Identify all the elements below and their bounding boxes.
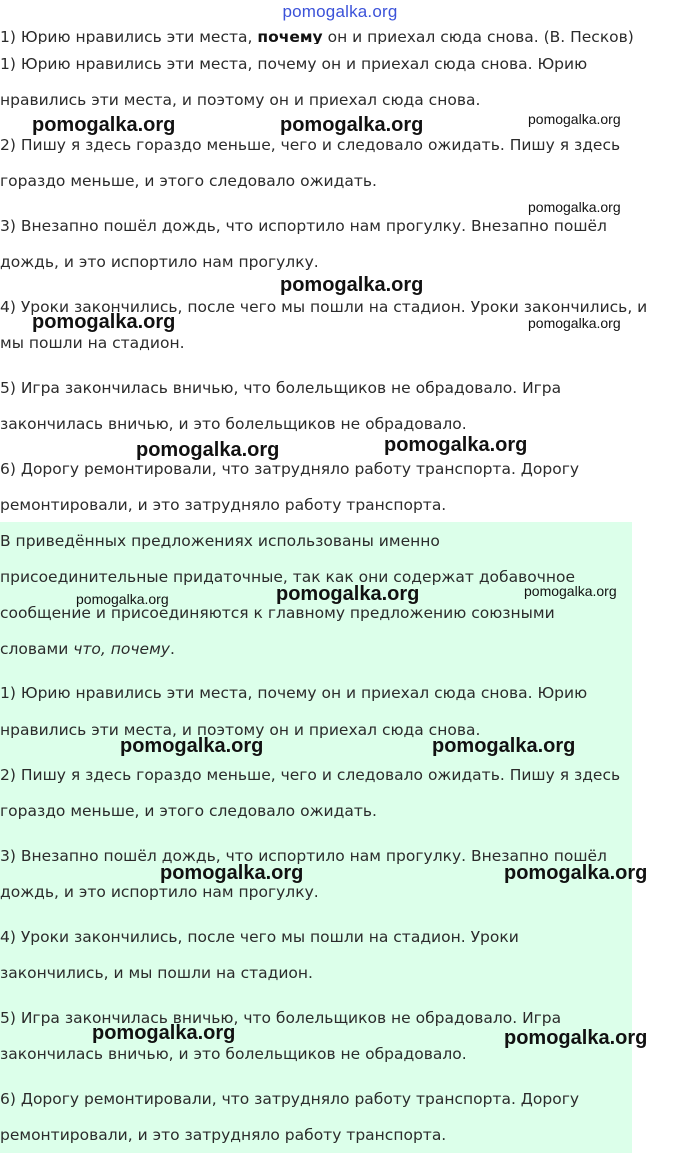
explanation-text: .: [169, 640, 175, 658]
list-item-line: 3) Внезапно пошёл дождь, что испортило нам прогулку. Внезапно пошёл: [0, 217, 607, 235]
watermark: pomogalka.org: [528, 199, 621, 215]
watermark: pomogalka.org: [32, 311, 176, 333]
watermark: pomogalka.org: [120, 735, 264, 757]
answer-item-line: 1) Юрию нравились эти места, почему он и приехал сюда снова. Юрию: [0, 684, 588, 702]
watermark: pomogalka.org: [160, 862, 304, 884]
watermark: pomogalka.org: [504, 862, 648, 884]
watermark: pomogalka.org: [280, 274, 424, 296]
list-item-line: 1) Юрию нравились эти места, почему он и приехал сюда снова. Юрию: [0, 55, 588, 73]
answer-item-line: закончились, и мы пошли на стадион.: [0, 964, 313, 982]
list-item-line: закончилась вничью, и это болельщиков не обрадовало.: [0, 415, 467, 433]
explanation-line: В приведённых предложениях использованы именно: [0, 532, 440, 550]
answer-item-line: ремонтировали, и это затрудняло работу транспорта.: [0, 1126, 447, 1144]
answer-item-line: 2) Пишу я здесь гораздо меньше, чего и следовало ожидать. Пишу я здесь: [0, 766, 621, 784]
answer-item-line: 3) Внезапно пошёл дождь, что испортило нам прогулку. Внезапно пошёл: [0, 847, 607, 865]
answer-item-line: гораздо меньше, и этого следовало ожидать.: [0, 802, 377, 820]
clipped-sentence: [0, 30, 680, 44]
watermark: pomogalka.org: [384, 434, 528, 456]
watermark: pomogalka.org: [528, 111, 621, 127]
answer-item-line: нравились эти места, и поэтому он и приехал сюда снова.: [0, 721, 481, 739]
watermark: pomogalka.org: [76, 591, 169, 607]
watermark: pomogalka.org: [528, 315, 621, 331]
watermark: pomogalka.org: [432, 735, 576, 757]
answer-item-line: 5) Игра закончилась вничью, что болельщиков не обрадовало. Игра: [0, 1009, 562, 1027]
watermark: pomogalka.org: [280, 114, 424, 136]
explanation-text: словами: [0, 640, 74, 658]
watermark: pomogalka.org: [32, 114, 176, 136]
list-item-line: 5) Игра закончилась вничью, что болельщиков не обрадовало. Игра: [0, 379, 562, 397]
list-item-line: нравились эти места, и поэтому он и приехал сюда снова.: [0, 91, 481, 109]
clipped-text-bold: почему: [257, 30, 323, 44]
answer-item-line: 6) Дорогу ремонтировали, что затрудняло работу транспорта. Дорогу: [0, 1090, 580, 1108]
answer-item-line: закончилась вничью, и это болельщиков не обрадовало.: [0, 1045, 467, 1063]
answer-item-line: 4) Уроки закончились, после чего мы пошли на стадион. Уроки: [0, 928, 519, 946]
explanation-line: сообщение и присоединяются к главному предложению союзными: [0, 604, 555, 622]
list-item-line: ремонтировали, и это затрудняло работу транспорта.: [0, 496, 447, 514]
watermark: pomogalka.org: [504, 1027, 648, 1049]
explanation-line: [0, 631, 175, 667]
watermark: pomogalka.org: [136, 439, 280, 461]
list-item-line: 6) Дорогу ремонтировали, что затрудняло работу транспорта. Дорогу: [0, 460, 580, 478]
explanation-line: присоединительные придаточные, так как они содержат добавочное: [0, 568, 576, 586]
watermark: pomogalka.org: [276, 583, 420, 605]
explanation-emphasis: что, почему: [73, 640, 170, 658]
list-item-line: 2) Пишу я здесь гораздо меньше, чего и следовало ожидать. Пишу я здесь: [0, 136, 621, 154]
list-item-line: мы пошли на стадион.: [0, 334, 185, 352]
answer-item-line: дождь, и это испортило нам прогулку.: [0, 883, 319, 901]
clipped-text-end: он и приехал сюда снова. (В. Песков): [322, 30, 634, 44]
list-item-line: гораздо меньше, и этого следовало ожидать.: [0, 172, 377, 190]
list-item-line: дождь, и это испортило нам прогулку.: [0, 253, 319, 271]
watermark: pomogalka.org: [524, 583, 617, 599]
site-logo[interactable]: pomogalka.org: [282, 2, 398, 21]
clipped-text-start: 1) Юрию нравились эти места,: [0, 30, 258, 44]
watermark: pomogalka.org: [92, 1022, 236, 1044]
list-item-line: 4) Уроки закончились, после чего мы пошли на стадион. Уроки закончились, и: [0, 298, 648, 316]
